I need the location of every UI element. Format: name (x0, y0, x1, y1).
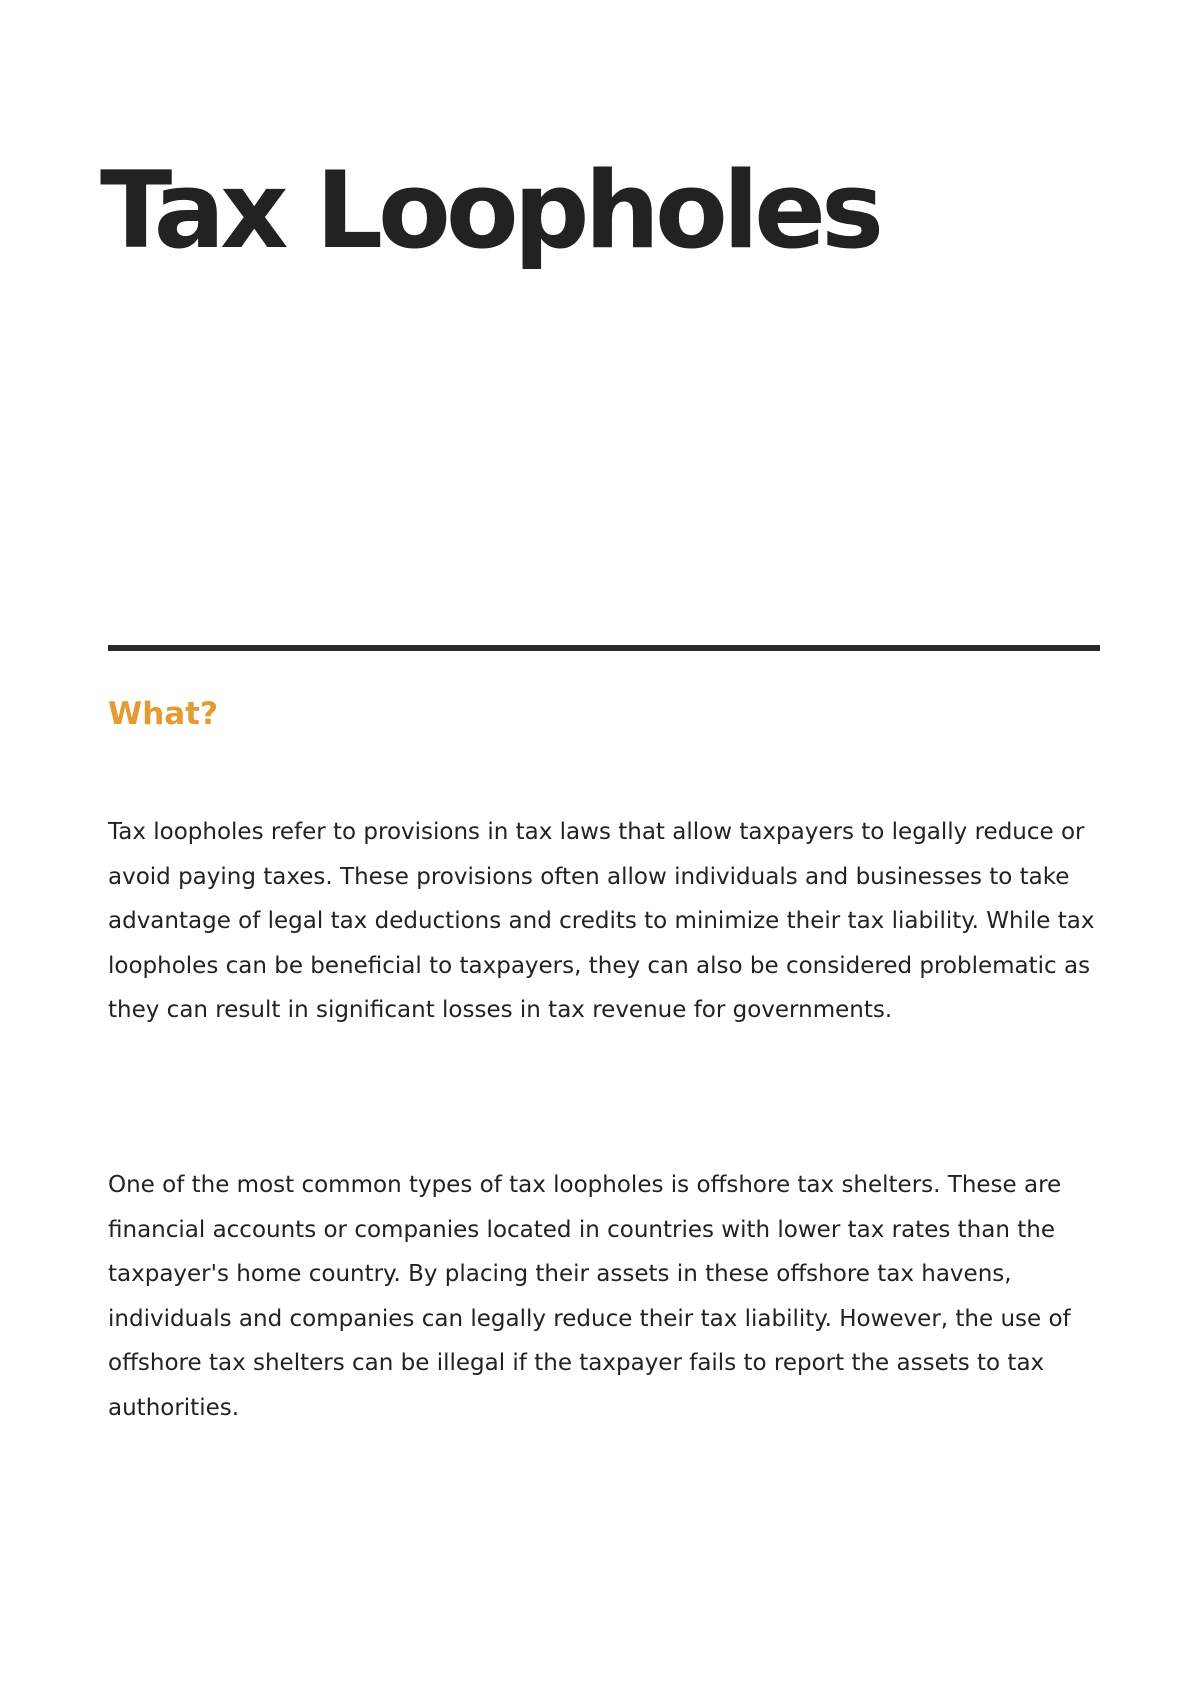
body-paragraph: One of the most common types of tax loopholes is offshore tax shelters. These are financial accounts or companies located in countries with lower tax rates than the taxpayer's home country. By placing their assets in these offshore tax havens, individuals and companies can legally reduce their tax liability. However, the use of offshore tax shelters can be illegal if the taxpayer fails to report the assets to tax authorities. (108, 1172, 1071, 1421)
body-paragraph: Tax loopholes refer to provisions in tax laws that allow taxpayers to legally reduce or avoid paying taxes. These provisions often allow individuals and businesses to take advantage of legal tax deductions and credits to minimize their tax liability. While tax loopholes can be beneficial to taxpayers, they can also be considered problematic as they can result in significant losses in tax revenue for governments. (108, 819, 1095, 1023)
section-heading: What? (108, 696, 218, 732)
document-title: Tax Loopholes (100, 149, 880, 272)
section-divider (108, 645, 1100, 651)
